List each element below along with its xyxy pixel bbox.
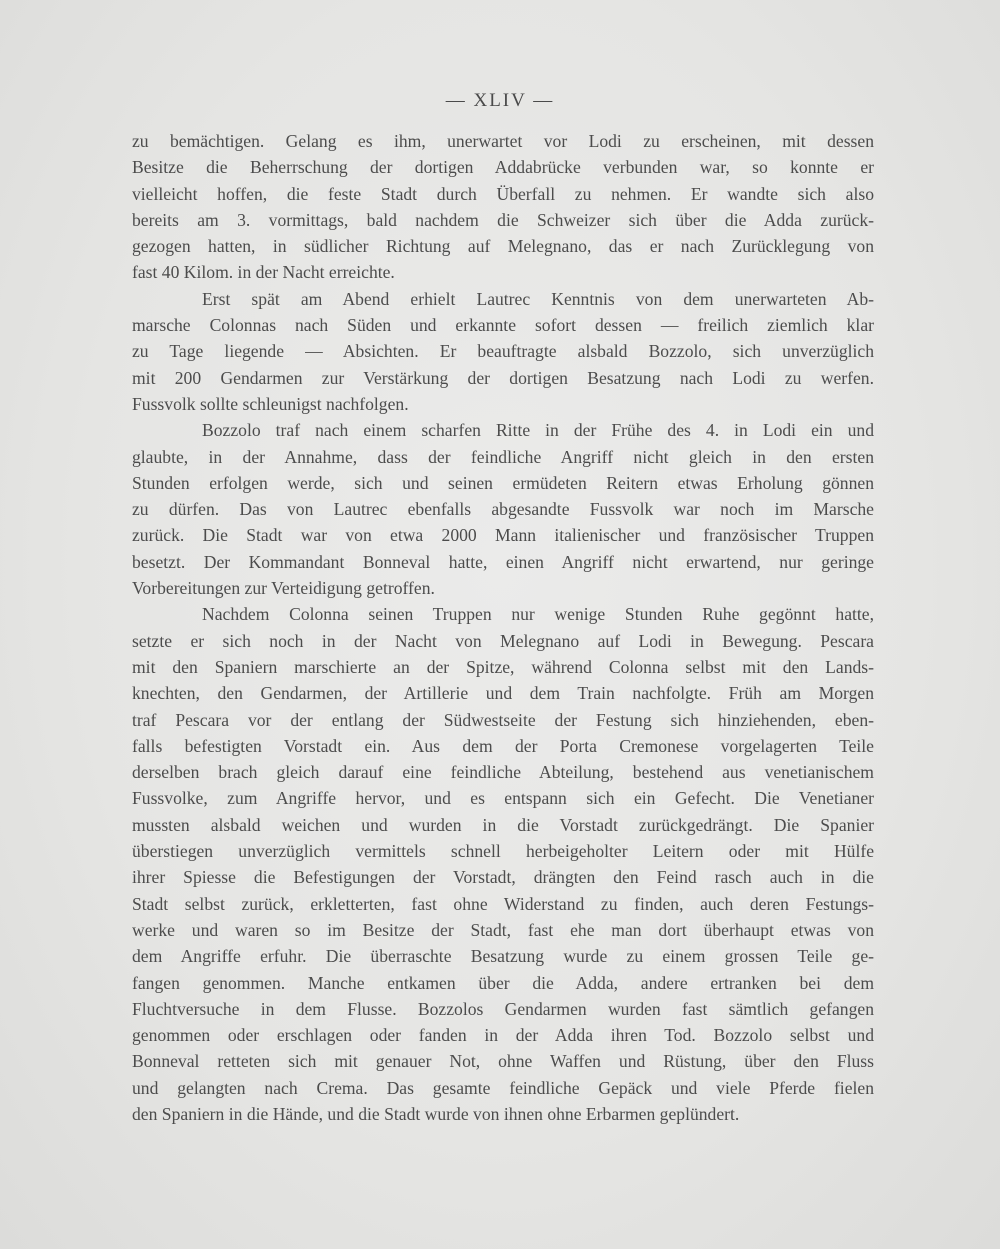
- text-line: genommen oder erschlagen oder fanden in der Adda ihren Tod. Bozzolo selbst und: [132, 1025, 874, 1046]
- text-line: Fluchtversuche in dem Flusse. Bozzolos Gendarmen wurden fast sämtlich gefangen: [132, 998, 874, 1019]
- text-line: Besitze die Beherrschung der dortigen Addabrücke verbunden war, so konnte er: [132, 157, 874, 178]
- text-line: zu Tage liegende — Absichten. Er beauftragte alsbald Bozzolo, sich unverzüglich: [132, 341, 874, 362]
- text-line: Vorbereitungen zur Verteidigung getroffen.: [132, 578, 435, 599]
- text-line: zu bemächtigen. Gelang es ihm, unerwartet vor Lodi zu erscheinen, mit dessen: [132, 131, 874, 151]
- text-line: ihrer Spiesse die Befestigungen der Vorstadt, drängten den Feind rasch auch in die: [132, 867, 874, 888]
- text-line: überstiegen unverzüglich vermittels schnell herbeigeholter Leitern oder mit Hülfe: [132, 841, 874, 862]
- paragraph: [132, 128, 874, 286]
- text-line: Erst spät am Abend erhielt Lautrec Kenntnis von dem unerwarteten Ab-: [202, 288, 874, 309]
- text-line: Bonneval retteten sich mit genauer Not, ohne Waffen und Rüstung, über den Fluss: [132, 1051, 874, 1072]
- text-line: Bozzolo traf nach einem scharfen Ritte in der Frühe des 4. in Lodi ein und: [202, 420, 874, 441]
- text-line: zurück. Die Stadt war von etwa 2000 Mann italienischer und französischer Truppen: [132, 525, 874, 546]
- text-line: den Spaniern in die Hände, und die Stadt wurde von ihnen ohne Erbarmen geplündert.: [132, 1103, 740, 1124]
- text-line: Fussvolke, zum Angriffe hervor, und es entspann sich ein Gefecht. Die Venetianer: [132, 788, 874, 809]
- paragraph: [132, 601, 874, 1127]
- body-text: [132, 128, 874, 1127]
- text-line: dem Angriffe erfuhr. Die überraschte Besatzung wurde zu einem grossen Teile ge-: [132, 946, 874, 967]
- text-line: mit 200 Gendarmen zur Verstärkung der dortigen Besatzung nach Lodi zu werfen.: [132, 367, 874, 388]
- text-line: Fussvolk sollte schleunigst nachfolgen.: [132, 393, 409, 414]
- text-line: Stunden erfolgen werde, sich und seinen ermüdeten Reitern etwas Erholung gönnen: [132, 472, 874, 493]
- text-line: vielleicht hoffen, die feste Stadt durch Überfall zu nehmen. Er wandte sich also: [132, 183, 874, 204]
- text-line: fangen genommen. Manche entkamen über die Adda, andere ertranken bei dem: [132, 972, 874, 993]
- text-line: besetzt. Der Kommandant Bonneval hatte, einen Angriff nicht erwartend, nur geringe: [132, 551, 874, 572]
- page-number-header: — XLIV —: [445, 90, 555, 111]
- text-line: werke und waren so im Besitze der Stadt, fast ehe man dort überhaupt etwas von: [132, 919, 874, 940]
- text-line: marsche Colonnas nach Süden und erkannte sofort dessen — freilich ziemlich klar: [132, 315, 874, 336]
- text-line: fast 40 Kilom. in der Nacht erreichte.: [132, 262, 395, 283]
- paragraph: [132, 417, 874, 601]
- text-line: knechten, den Gendarmen, der Artillerie und dem Train nachfolgte. Früh am Morgen: [132, 683, 874, 704]
- text-line: glaubte, in der Annahme, dass der feindliche Angriff nicht gleich in den ersten: [132, 446, 874, 467]
- text-line: Stadt selbst zurück, erkletterten, fast ohne Widerstand zu finden, auch deren Festungs-: [132, 893, 874, 914]
- text-line: mit den Spaniern marschierte an der Spitze, während Colonna selbst mit den Lands-: [132, 656, 874, 677]
- text-line: zu dürfen. Das von Lautrec ebenfalls abgesandte Fussvolk war noch im Marsche: [132, 499, 874, 520]
- text-line: setzte er sich noch in der Nacht von Melegnano auf Lodi in Bewegung. Pescara: [132, 630, 874, 651]
- text-line: mussten alsbald weichen und wurden in die Vorstadt zurückgedrängt. Die Spanier: [132, 814, 874, 835]
- text-line: traf Pescara vor der entlang der Südwestseite der Festung sich hinziehenden, eben-: [132, 709, 874, 730]
- text-line: Nachdem Colonna seinen Truppen nur wenige Stunden Ruhe gegönnt hatte,: [202, 604, 874, 625]
- paragraph: [132, 286, 874, 417]
- text-line: bereits am 3. vormittags, bald nachdem die Schweizer sich über die Adda zurück-: [132, 209, 874, 230]
- text-line: gezogen hatten, in südlicher Richtung auf Melegnano, das er nach Zurücklegung von: [132, 236, 874, 257]
- text-line: falls befestigten Vorstadt ein. Aus dem der Porta Cremonese vorgelagerten Teile: [132, 735, 874, 756]
- text-line: und gelangten nach Crema. Das gesamte feindliche Gepäck und viele Pferde fielen: [132, 1077, 874, 1098]
- text-line: derselben brach gleich darauf eine feindliche Abteilung, bestehend aus venetianischem: [132, 762, 874, 783]
